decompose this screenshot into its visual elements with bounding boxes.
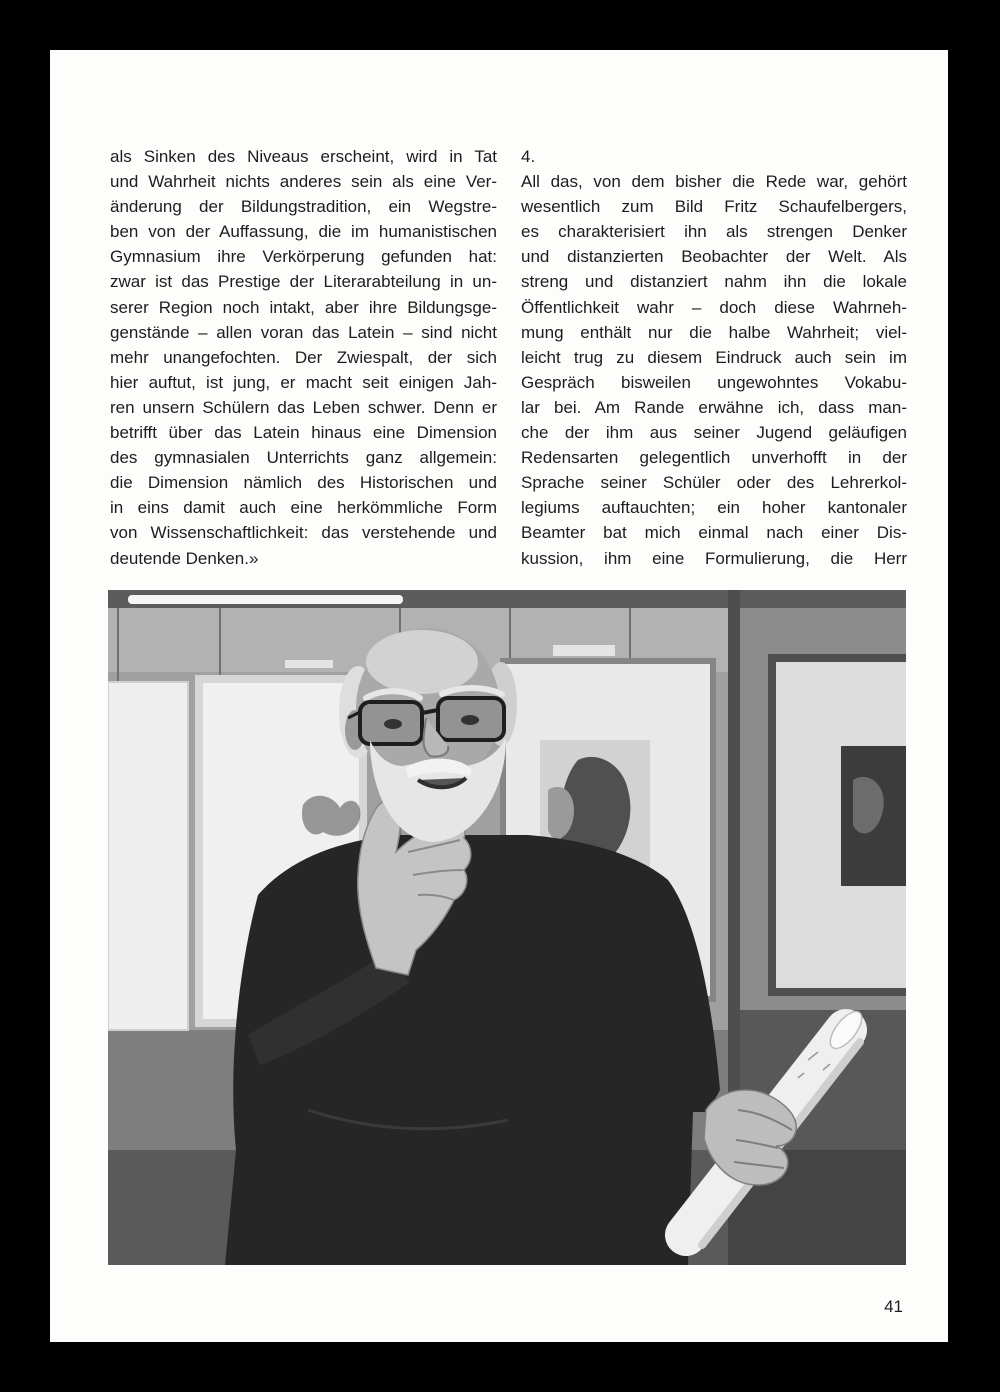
text-line: die Dimension nämlich des Historischen und [110,473,497,493]
text-line: streng und distanziert nahm ihn die lokale [521,272,907,292]
text-line: All das, von dem bisher die Rede war, gehört [521,172,907,192]
text-line: Beamter bat mich einmal nach einer Dis- [521,523,907,543]
label-plaque [553,645,615,656]
text-line: genstände – allen voran das Latein – sind nicht [110,322,497,342]
frame-left [108,682,188,1030]
text-line: als Sinken des Niveaus erscheint, wird in Tat [110,147,497,166]
ceiling-light [128,595,403,604]
text-line: ben von der Auffassung, die im humanistischen [110,222,497,242]
label-plaque [285,660,333,668]
page-number: 41 [884,1297,903,1316]
text-line: Redensarten gelegentlich unverhofft in der [521,448,907,468]
text-line: lar bei. Am Rande erwähne ich, dass man- [521,397,907,417]
photograph-svg [108,590,906,1265]
text-line: von Wissenschaftlichkeit: das verstehende und [110,523,497,543]
text-line: Gespräch bisweilen ungewohntes Vokabu- [521,372,907,392]
eye [384,719,402,729]
right-text-column [521,144,907,571]
text-line: des gymnasialen Unterrichts ganz allgemein: [110,448,497,468]
frame-second-sketch [302,796,360,836]
text-line: wesentlich zum Bild Fritz Schaufelbergers, [521,197,907,217]
text-line: und distanzierten Beobachter der Welt. Als [521,247,907,267]
text-line: mehr unangefochten. Der Zwiespalt, der sich [110,347,497,367]
text-line: betrifft über das Latein hinaus eine Dimension [110,423,497,443]
text-line: und Wahrheit nichts anderes sein als eine Ver- [110,172,497,192]
text-line: änderung der Bildungstradition, ein Wegstre- [110,197,497,217]
text-line: serer Region noch intakt, aber ihre Bildungsge- [110,297,497,317]
text-line: ren unsern Schülern das Leben schwer. Denn er [110,397,497,417]
bald-crown [366,630,478,694]
text-line: kussion, ihm eine Formulierung, die Herr [521,548,907,568]
sweater [225,835,720,1265]
photograph [108,590,906,1265]
text-line: legiums auftauchten; ein hoher kantonaler [521,498,907,518]
text-line: mung enthält nur die halbe Wahrheit; viel- [521,322,907,342]
text-line-last: deutende Denken.» [110,548,259,568]
eye [461,715,479,725]
text-line: Gymnasium ihre Verkörperung gefunden hat: [110,247,497,267]
text-line: leicht trug zu diesem Eindruck auch sein im [521,347,907,367]
text-line: che der ihm aus seiner Jugend geläufigen [521,423,907,443]
text-line: in eins damit auch eine herkömmliche Form [110,498,497,518]
text-line: Sprache seiner Schüler oder des Lehrerkol- [521,473,907,493]
section-number: 4. [521,147,536,166]
left-text-column [110,144,497,571]
text-line: hier auftut, ist jung, er macht seit einigen Jah- [110,372,497,392]
text-line: zwar ist das Prestige der Literarabteilung in un- [110,272,497,292]
text-line: es charakterisiert ihn als strengen Denker [521,222,907,242]
text-line: Öffentlichkeit wahr – doch diese Wahrneh- [521,297,907,317]
